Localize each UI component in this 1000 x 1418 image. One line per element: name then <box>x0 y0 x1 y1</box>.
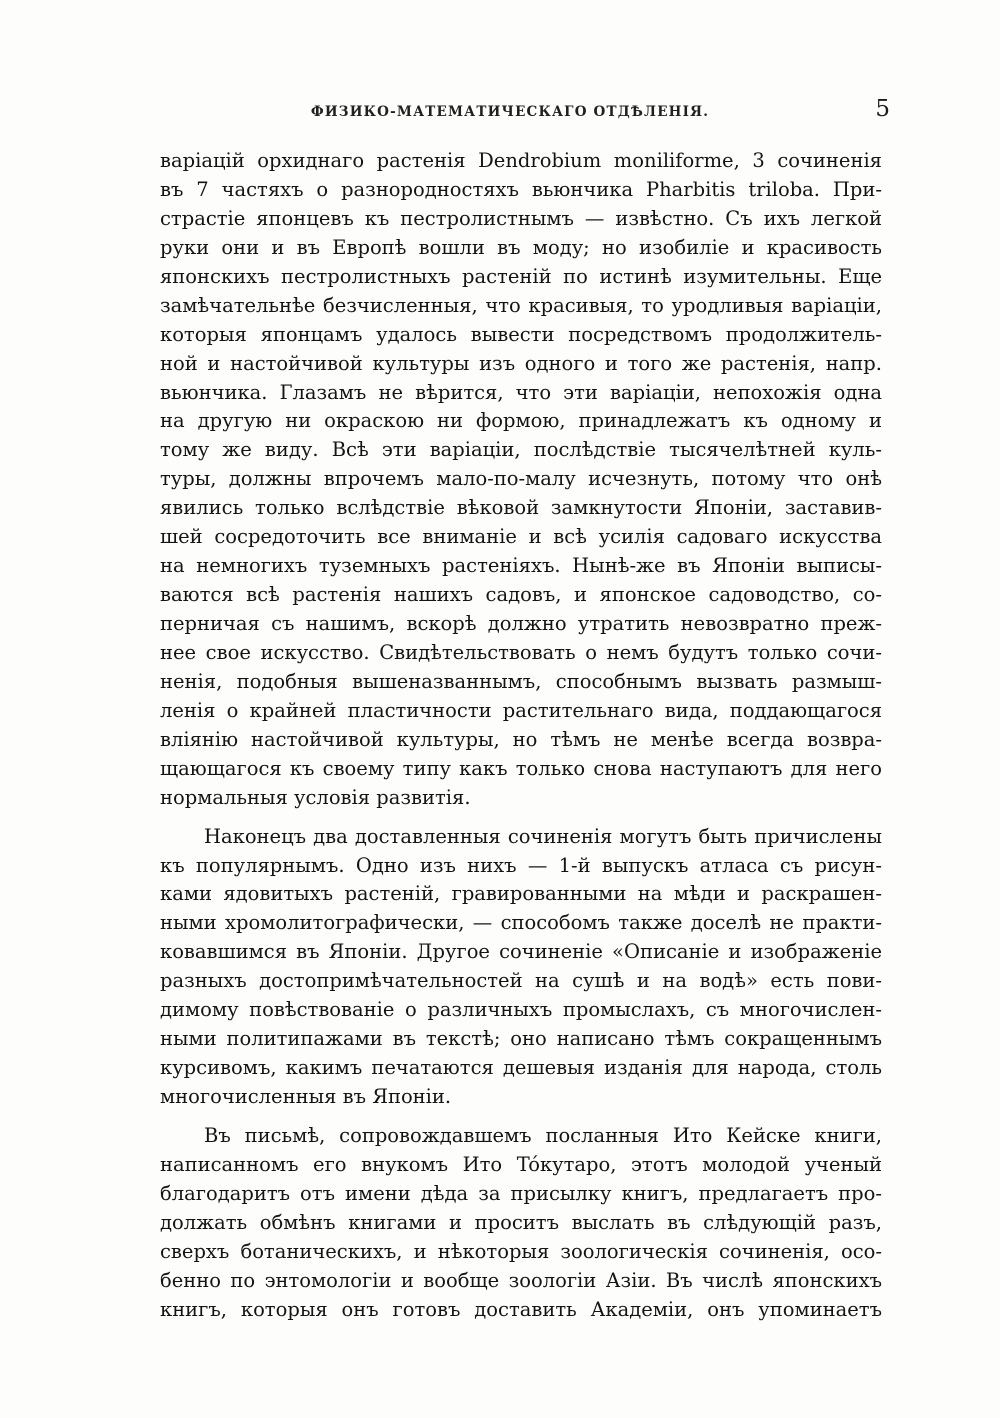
text-line: курсивомъ, какимъ печатаются дешевыя изданія для народа, столь <box>160 1056 882 1080</box>
running-header <box>160 96 890 126</box>
text-line: разныхъ достопримѣчательностей на сушѣ и на водѣ» есть пови- <box>160 969 882 993</box>
text-line: вьюнчика. Глазамъ не вѣрится, что эти варіаціи, непохожія одна <box>160 380 882 404</box>
text-line: варіацій орхиднаго растенія Dendrobium moniliforme, 3 сочиненія <box>160 149 882 172</box>
text-line: тому же виду. Всѣ эти варіаціи, послѣдствіе тысячелѣтней куль- <box>160 438 882 462</box>
text-line: вліянію настойчивой культуры, но тѣмъ не менѣе всегда возвра- <box>160 727 882 751</box>
text-line: ной и настойчивой культуры изъ одного и того же растенія, напр. <box>160 351 882 375</box>
running-title: ФИЗИКО-МАТЕМАТИЧЕСКАГО ОТДѢЛЕНІЯ. <box>310 104 710 120</box>
text-line: шей сосредоточить все вниманіе и всѣ усилія садоваго искусства <box>160 525 882 549</box>
text-line: Въ письмѣ, сопровождавшемъ посланныя Ито Кейске книги, <box>204 1123 882 1147</box>
text-line: Наконецъ два доставленныя сочиненія могутъ быть причислены <box>204 824 882 848</box>
text-line: которыя японцамъ удалось вывести посредствомъ продолжитель- <box>160 322 882 346</box>
text-line: къ популярнымъ. Одно изъ нихъ — 1-й выпускъ атласа съ рисун- <box>160 853 882 877</box>
text-line: въ 7 частяхъ о разнородностяхъ вьюнчика Pharbitis triloba. При- <box>160 177 882 201</box>
text-line: ленія о крайней пластичности растительнаго вида, поддающагося <box>160 698 882 722</box>
text-line: сверхъ ботаническихъ, и нѣкоторыя зоологическія сочиненія, осо- <box>160 1239 882 1263</box>
text-line: должать обмѣнъ книгами и проситъ выслать въ слѣдующій разъ, <box>160 1210 882 1234</box>
text-line: ными политипажами въ текстѣ; оно написано тѣмъ сокращеннымъ <box>160 1027 882 1051</box>
text-line: написанномъ его внукомъ Ито Tóкутаро, этотъ молодой ученый <box>160 1152 882 1176</box>
text-line: нее свое искусство. Свидѣтельствовать о немъ будутъ только сочи- <box>160 640 882 664</box>
text-line: страстіе японцевъ къ пестролистнымъ — извѣстно. Съ ихъ легкой <box>160 206 882 230</box>
paragraph-gap <box>160 813 882 823</box>
text-line: туры, должны впрочемъ мало-по-малу исчезнуть, потому что онѣ <box>160 467 882 491</box>
text-line: ненія, подобныя вышеназваннымъ, способнымъ вызвать размыш- <box>160 669 882 693</box>
text-line: нормальныя условія развитія. <box>160 785 471 809</box>
text-line: благодаритъ отъ имени дѣда за присылку книгъ, предлагаетъ про- <box>160 1181 882 1205</box>
paragraph-gap <box>160 1112 882 1122</box>
text-line: щающагося къ своему типу какъ только снова наступаютъ для него <box>160 756 882 780</box>
text-line: книгъ, которыя онъ готовъ доставить Академіи, онъ упоминаетъ <box>160 1297 882 1321</box>
text-line: на другую ни окраскою ни формою, принадлежатъ къ одному и <box>160 409 882 433</box>
text-line: ваются всѣ растенія нашихъ садовъ, и японское садоводство, со- <box>160 583 882 607</box>
text-line: бенно по энтомологіи и вообще зоологіи Азіи. Въ числѣ японскихъ <box>160 1268 882 1292</box>
text-line: ками ядовитыхъ растеній, гравированными на мѣди и раскрашен- <box>160 882 882 906</box>
text-line: японскихъ пестролистныхъ растеній по истинѣ изумительны. Еще <box>160 264 882 288</box>
page-number: 5 <box>875 96 890 122</box>
text-line: замѣчательнѣе безчисленныя, что красивыя, то уродливыя варіаціи, <box>160 293 882 317</box>
text-line: ковавшимся въ Японіи. Другое сочиненіе «Описаніе и изображеніе <box>160 940 882 964</box>
text-line: руки они и въ Европѣ вошли въ моду; но изобиліе и красивость <box>160 235 882 259</box>
text-line: многочисленныя въ Японіи. <box>160 1085 452 1108</box>
text-line: явились только вслѣдствіе вѣковой замкнутости Японіи, заставив- <box>160 496 882 520</box>
body-text <box>160 147 882 1325</box>
text-line: димому повѣствованіе о различныхъ промыслахъ, съ многочислен- <box>160 998 882 1022</box>
text-line: перничая съ нашимъ, вскорѣ должно утратить невозвратно преж- <box>160 612 882 635</box>
text-line: на немногихъ туземныхъ растеніяхъ. Нынѣ-же въ Японіи выписы- <box>160 554 882 578</box>
text-line: ными хромолитографически, — способомъ также доселѣ не практи- <box>160 911 882 935</box>
